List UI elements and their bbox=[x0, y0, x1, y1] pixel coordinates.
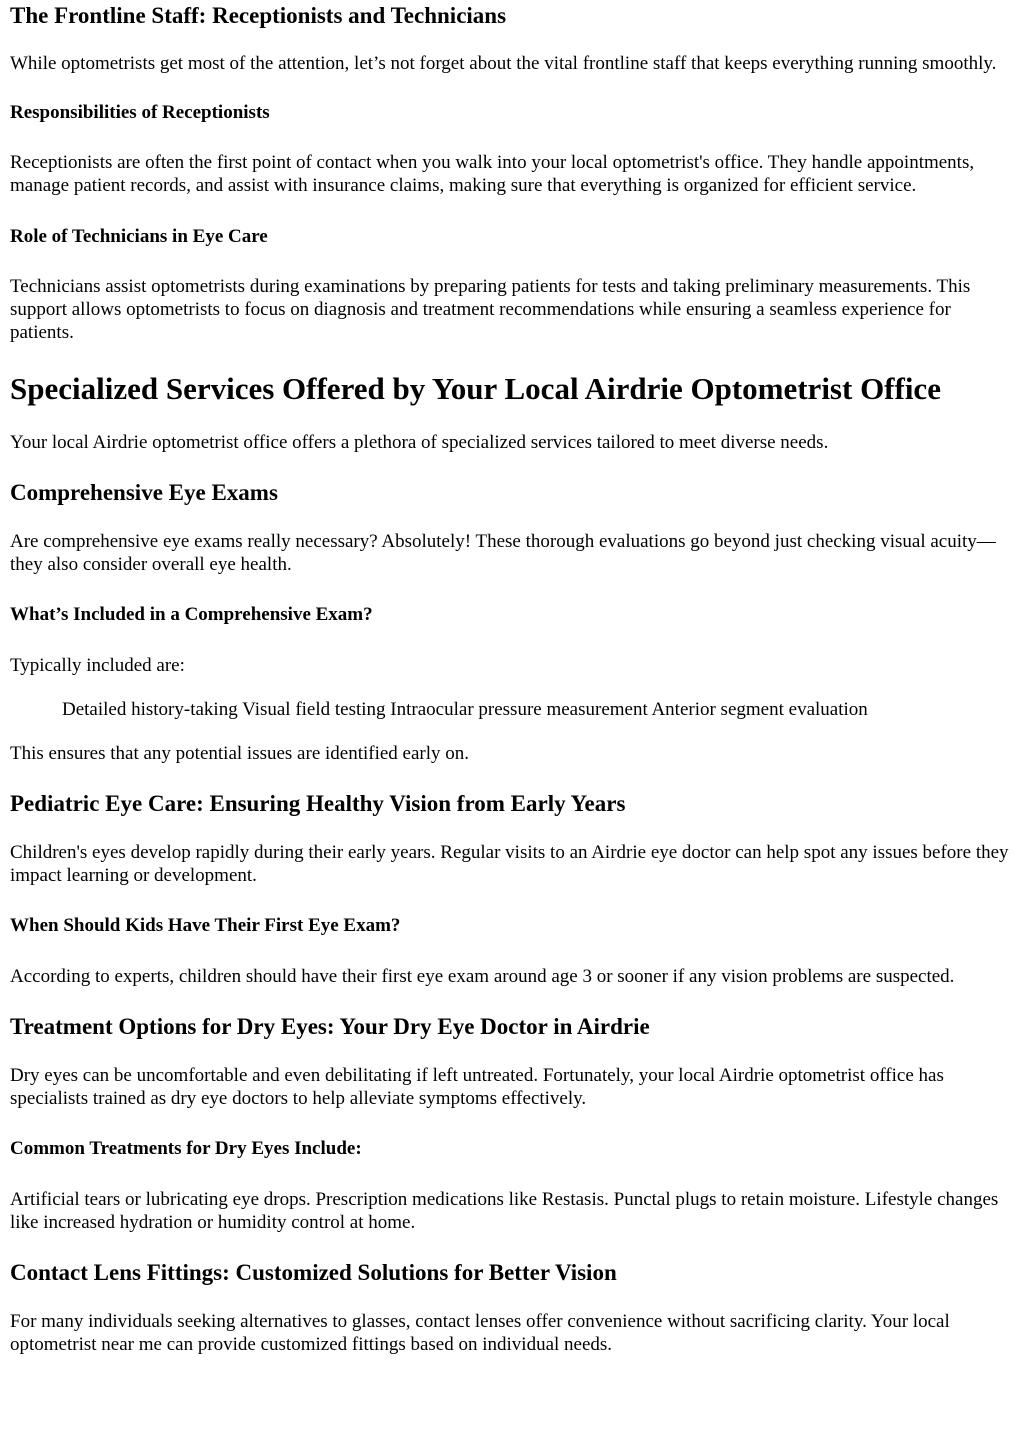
specialized-intro: Your local Airdrie optometrist office offers a plethora of specialized services tailored to meet diverse needs. bbox=[10, 432, 829, 453]
ensures-text: This ensures that any potential issues are identified early on. bbox=[10, 743, 470, 764]
frontline-intro: While optometrists get most of the attention, let’s not forget about the vital frontline staff that keeps everything running smoothly. bbox=[10, 53, 997, 74]
first-exam-heading: When Should Kids Have Their First Eye Exam? bbox=[10, 915, 401, 936]
comprehensive-text: Are comprehensive eye exams really necessary? Absolutely! These thorough evaluations go beyond just checking visual acuity—they also consider overall eye health. bbox=[10, 531, 996, 575]
technicians-heading: Role of Technicians in Eye Care bbox=[10, 226, 268, 247]
contacts-heading: Contact Lens Fittings: Customized Solutions for Better Vision bbox=[10, 1260, 617, 1285]
pediatric-heading: Pediatric Eye Care: Ensuring Healthy Vision from Early Years bbox=[10, 791, 626, 816]
typically-included: Typically included are: bbox=[10, 655, 185, 676]
treatments-text: Artificial tears or lubricating eye drops. Prescription medications like Restasis. Punctal plugs to retain moisture. Lifestyle changes like increased hydration or humidity control at home. bbox=[10, 1189, 999, 1233]
dry-eyes-text: Dry eyes can be uncomfortable and even debilitating if left untreated. Fortunately, your local Airdrie optometrist office has specialists trained as dry eye doctors to help alleviate symptoms effectively. bbox=[10, 1065, 944, 1109]
pediatric-text: Children's eyes develop rapidly during their early years. Regular visits to an Airdrie eye doctor can help spot any issues before they impact learning or development. bbox=[10, 842, 1009, 886]
technicians-text: Technicians assist optometrists during examinations by preparing patients for tests and taking preliminary measurements. This support allows optometrists to focus on diagnosis and treatment recommendations while ensuring a seamless experience for patients. bbox=[10, 276, 971, 343]
contacts-text: For many individuals seeking alternatives to glasses, contact lenses offer convenience without sacrificing clarity. Your local optometrist near me can provide customized fittings based on individual needs. bbox=[10, 1311, 950, 1355]
treatments-heading: Common Treatments for Dry Eyes Include: bbox=[10, 1138, 362, 1159]
receptionists-text: Receptionists are often the first point of contact when you walk into your local optometrist's office. They handle appointments, manage patient records, and assist with insurance claims, making sure that everything is organized for efficient service. bbox=[10, 152, 975, 196]
specialized-heading: Specialized Services Offered by Your Local Airdrie Optometrist Office bbox=[10, 371, 941, 406]
frontline-heading: The Frontline Staff: Receptionists and Technicians bbox=[10, 3, 507, 28]
included-heading: What’s Included in a Comprehensive Exam? bbox=[10, 604, 373, 625]
receptionists-heading: Responsibilities of Receptionists bbox=[10, 102, 270, 123]
dry-eyes-heading: Treatment Options for Dry Eyes: Your Dry Eye Doctor in Airdrie bbox=[10, 1014, 650, 1039]
comprehensive-heading: Comprehensive Eye Exams bbox=[10, 480, 278, 505]
first-exam-text: According to experts, children should have their first eye exam around age 3 or sooner if any vision problems are suspected. bbox=[10, 966, 955, 987]
exam-items-list: Detailed history-taking Visual field testing Intraocular pressure measurement Anterior segment evaluation bbox=[62, 699, 868, 720]
